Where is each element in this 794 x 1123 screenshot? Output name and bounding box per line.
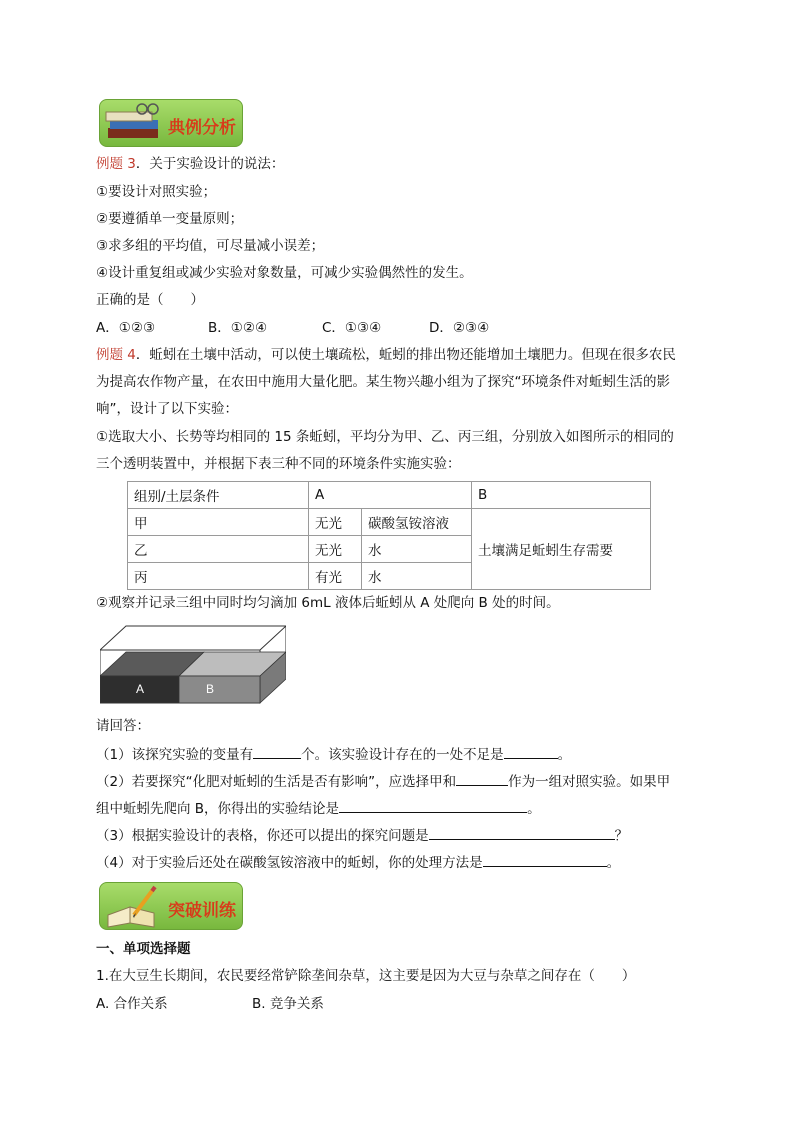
q1-text: 个。该实验设计存在的一处不足是 — [301, 747, 504, 763]
q3-text: ？ — [614, 828, 629, 844]
example3-item: ④设计重复组或减少实验对象数量，可减少实验偶然性的发生。 — [96, 265, 473, 281]
example3-item: ①要设计对照实验； — [96, 184, 217, 200]
banner-breakthrough-training — [99, 882, 243, 930]
q1-text: （1）该探究实验的变量有 — [96, 747, 254, 763]
subquestion-2 — [96, 771, 670, 791]
q2-text: 组中蚯蚓先爬向 B，你得出的实验结论是 — [96, 801, 340, 817]
q4-text: （4）对于实验后还处在碳酸氢铵溶液中的蚯蚓，你的处理方法是 — [96, 855, 483, 871]
figure-label-b: B — [206, 682, 215, 696]
option-a: A. 合作关系 — [96, 996, 168, 1012]
table-header-cell: 组别/土层条件 — [128, 482, 309, 509]
example4-step1: 三个透明装置中，并根据下表三种不同的环境条件实施实验： — [96, 456, 461, 472]
option-b: B．①②④ — [208, 320, 268, 336]
open-book-pencil-icon — [100, 883, 170, 929]
answer-blank[interactable] — [456, 771, 508, 786]
example3-item: ②要遵循单一变量原则； — [96, 211, 244, 227]
banner-typical-examples — [99, 99, 243, 147]
subquestion-3 — [96, 825, 628, 845]
answer-blank[interactable] — [339, 798, 527, 813]
table-cell: 水 — [362, 536, 472, 563]
subquestion-2-cont — [96, 798, 541, 818]
figure-label-a: A — [136, 682, 145, 696]
table-row — [128, 482, 651, 509]
section-title: 一、单项选择题 — [96, 941, 191, 957]
q2-text: （2）若要探究“化肥对蚯蚓的生活是否有影响”，应选择甲和 — [96, 774, 457, 790]
banner-title: 典例分析 — [168, 118, 236, 138]
q4-text: 。 — [606, 855, 621, 871]
example3-stem — [96, 155, 284, 173]
example4-step2: ②观察并记录三组中同时均匀滴加 6mL 液体后蚯蚓从 A 处爬向 B 处的时间。 — [96, 595, 560, 611]
table-cell: 碳酸氢铵溶液 — [362, 509, 472, 536]
table-header-cell: A — [309, 482, 472, 509]
table-cell: 有光 — [309, 563, 362, 590]
example3-item: ③求多组的平均值，可尽量减小误差； — [96, 238, 325, 254]
table-cell: 无光 — [309, 536, 362, 563]
table-cell: 无光 — [309, 509, 362, 536]
answer-blank[interactable] — [429, 825, 615, 840]
subquestion-1 — [96, 744, 571, 764]
books-icon — [100, 100, 170, 146]
example4-stem — [96, 346, 676, 364]
apparatus-figure — [100, 624, 286, 706]
q1-text: 。 — [557, 747, 572, 763]
example3-label: 例题 3 — [96, 156, 136, 172]
table-header-cell: B — [472, 482, 651, 509]
example4-step1: ①选取大小、长势等均相同的 15 条蚯蚓，平均分为甲、乙、丙三组，分别放入如图所示的相同的 — [96, 429, 674, 445]
example4-text: ．蚯蚓在土壤中活动，可以使土壤疏松，蚯蚓的排出物还能增加土壤肥力。但现在很多农民 — [135, 347, 676, 363]
answer-blank[interactable] — [483, 852, 607, 867]
table-cell: 丙 — [128, 563, 309, 590]
example4-text: 为提高农作物产量，在农田中施用大量化肥。某生物兴趣小组为了探究“环境条件对蚯蚓生活的影 — [96, 374, 670, 390]
answer-blank[interactable] — [504, 744, 558, 759]
example4-text: 响”，设计了以下实验： — [96, 401, 238, 417]
answer-prompt: 请回答： — [96, 718, 150, 734]
example4-label: 例题 4 — [96, 347, 136, 363]
answer-blank[interactable] — [253, 744, 301, 759]
table-cell: 乙 — [128, 536, 309, 563]
example3-text: ．关于实验设计的说法： — [135, 156, 285, 172]
conditions-table — [127, 481, 651, 590]
q2-text: 作为一组对照实验。如果甲 — [508, 774, 671, 790]
example3-question: 正确的是（ ） — [96, 292, 204, 308]
example3-options — [96, 319, 489, 337]
question-1-options — [96, 995, 324, 1013]
q2-text: 。 — [527, 801, 541, 817]
subquestion-4 — [96, 852, 620, 872]
banner-title: 突破训练 — [168, 901, 236, 921]
option-a: A．①②③ — [96, 320, 156, 336]
question-1-stem: 1.在大豆生长期间，农民要经常铲除垄间杂草，这主要是因为大豆与杂草之间存在（ ） — [96, 968, 636, 984]
table-cell: 水 — [362, 563, 472, 590]
table-cell: 土壤满足蚯蚓生存需要 — [472, 509, 651, 590]
option-b: B. 竞争关系 — [252, 996, 324, 1012]
q3-text: （3）根据实验设计的表格，你还可以提出的探究问题是 — [96, 828, 429, 844]
table-row — [128, 509, 651, 536]
option-c: C．①③④ — [322, 320, 382, 336]
table-cell: 甲 — [128, 509, 309, 536]
option-d: D．②③④ — [429, 320, 490, 336]
